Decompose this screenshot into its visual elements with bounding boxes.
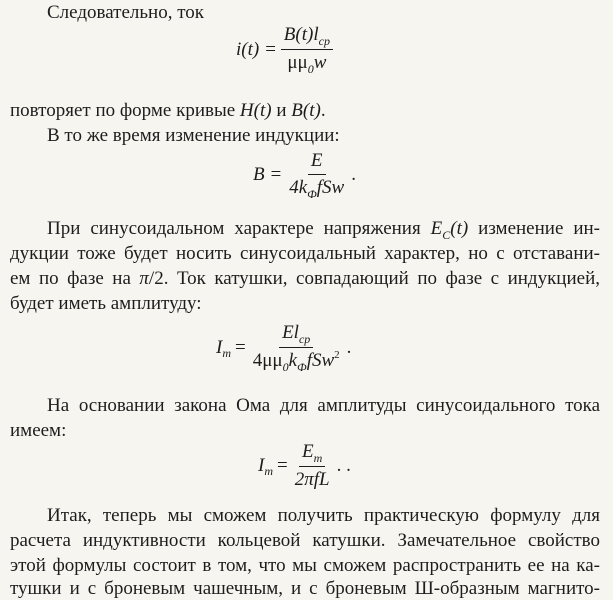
paragraph-line: повторяет по форме кривые H(t) и B(t). [10,100,326,121]
paragraph-line: В то же время изменение индукции: [47,125,340,146]
paragraph-line: Итак, теперь мы сможем получить практическую формулу для [47,505,600,526]
paragraph-line: При синусоидальном характере напряжения $E_C(t)$ изменение ин- [47,218,600,242]
paragraph-line: имеем: [10,420,67,441]
formula-ohm: I m = $\frac{E_m}{\text{2πfL}}$ . . [258,441,351,490]
paragraph-line: расчета индуктивности кольцевой катушки. Замечательное свойство [10,530,600,551]
paragraph-line: На основании закона Ома для амплитуды синусоидального тока [47,395,600,416]
paragraph-line: Следовательно, ток [47,2,205,23]
fraction: $\frac{El_{ср}}{4\mu\mu_0k_ФfSw^2}$ [252,322,340,374]
fraction: $\frac{E_m}{\text{2πfL}}$ [294,441,330,490]
formula-current: i(t) = $\frac{B(t)l_{ср}}{\mu\mu_0w}$ [236,24,337,75]
paragraph-line: будет иметь амплитуду: [10,293,202,314]
formula-amplitude: I m = $\frac{El_{ср}}{4\mu\mu_0k_ФfSw^2}$ . [216,322,352,374]
paragraph-line: ем по фазе на π/2. Ток катушки, совпадающий по фазе с индукцией, [10,268,600,289]
paragraph-line: тушки и с броневым чашечным, и с броневым Ш-образным магнито- [10,578,600,599]
formula-induction: B = $\frac{E}{4k_ФfSw}$ . [253,150,356,201]
paragraph-line: дукции тоже будет носить синусоидальный характер, но с отставани- [10,243,600,264]
paragraph-line: этой формулы состоит в том, что мы сможем распространить ее на ка- [10,555,600,576]
fraction: $\frac{B(t)l_{ср}}{\mu\mu_0w}$ [281,24,333,75]
fraction: $\frac{E}{4k_ФfSw}$ [289,150,345,201]
